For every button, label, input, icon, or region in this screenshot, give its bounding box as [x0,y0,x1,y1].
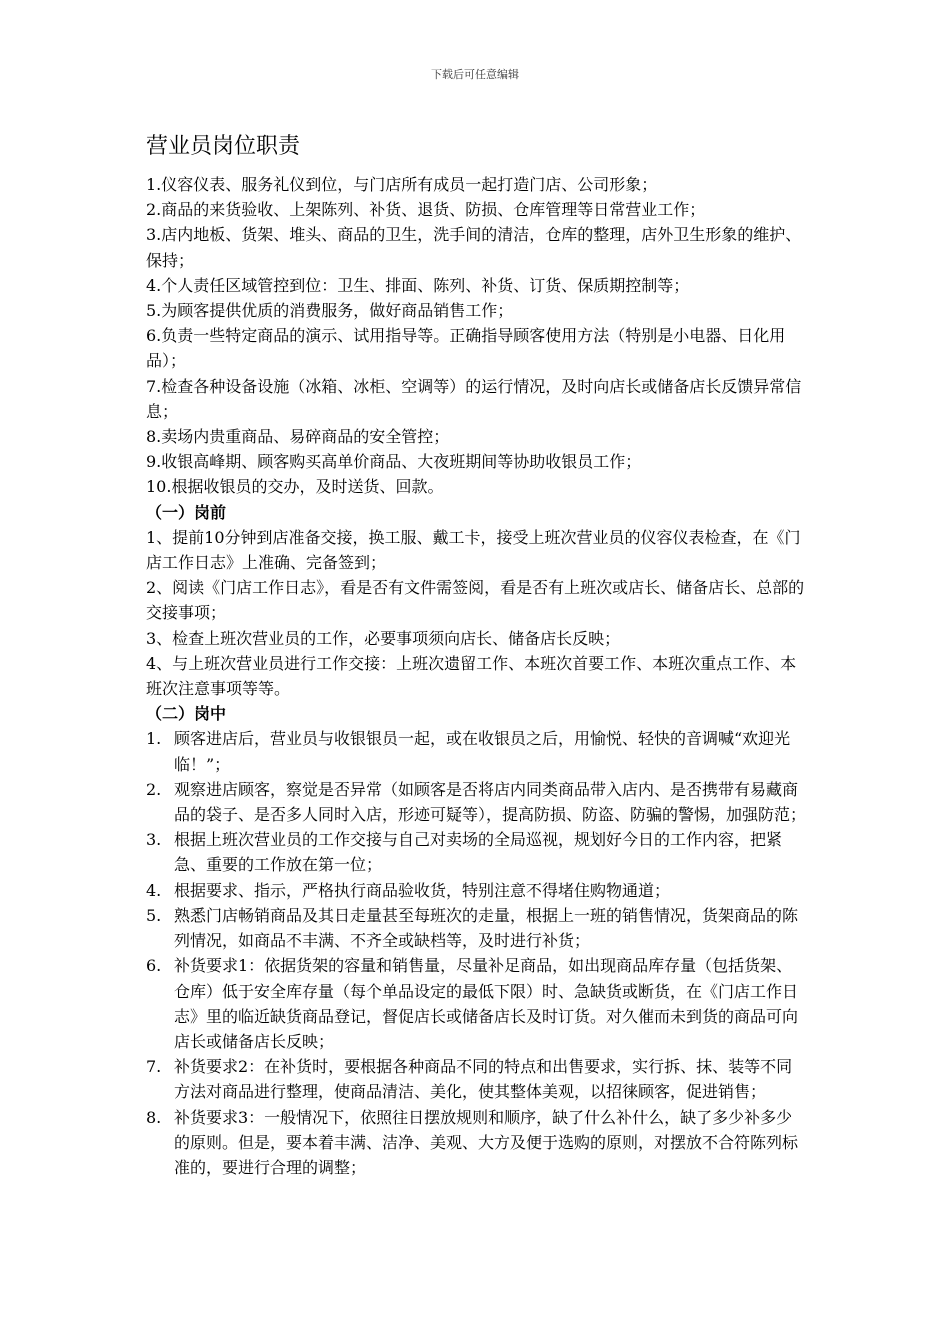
list-text: 根据上班次营业员的工作交接与自己对卖场的全局巡视，规划好今日的工作内容，把紧急、重要的工作放在第一位； [174,830,783,875]
list-number: 8. [146,1107,162,1127]
list-text: 顾客进店后，营业员与收银银员一起，或在收银员之后，用愉悦、轻快的音调喊“欢迎光临！”； [174,729,791,774]
list-number: 7. [146,1057,162,1077]
list-text: 补货要求2：在补货时，要根据各种商品不同的特点和出售要求，实行拆、抹、装等不同方法对商品进行整理，使商品清洁、美化，使其整体美观，以招徕顾客，促进销售； [174,1057,793,1102]
duty-item: 2.商品的来货验收、上架陈列、补货、退货、防损、仓库管理等日常营业工作； [146,200,706,220]
list-number: 4. [146,880,162,900]
list-number: 3. [146,830,162,850]
on-shift-item [146,953,806,1054]
duty-item: 10.根据收银员的交办，及时送货、回款。 [146,477,444,497]
pre-shift-list [146,525,806,701]
duty-item: 9.收银高峰期、顾客购买高单价商品、大夜班期间等协助收银员工作； [146,452,642,472]
duty-item: 3.店内地板、货架、堆头、商品的卫生，洗手间的清洁，仓库的整理，店外卫生形象的维护、保持； [146,225,802,270]
document-body [146,132,806,1180]
on-shift-item [146,1105,806,1181]
list-number: 1. [146,729,162,749]
on-shift-item [146,1054,806,1104]
pre-shift-item: 4、与上班次营业员进行工作交接：上班次遗留工作、本班次首要工作、本班次重点工作、本班次注意事项等等。 [146,653,797,699]
on-shift-list [146,726,806,1180]
on-shift-item [146,903,806,953]
list-number: 5. [146,905,162,925]
pre-shift-item: 3、检查上班次营业员的工作，必要事项须向店长、储备店长反映； [146,628,621,648]
on-shift-item [146,726,806,776]
download-note: 下载后可任意编辑 [431,68,519,81]
on-shift-item [146,777,806,827]
on-shift-item [146,878,806,903]
list-text: 熟悉门店畅销商品及其日走量甚至每班次的走量，根据上一班的销售情况，货架商品的陈列情况，如商品不丰满、不齐全或缺档等，及时进行补货； [174,905,799,951]
duty-item: 4.个人责任区域管控到位：卫生、排面、陈列、补货、订货、保质期控制等； [146,275,690,295]
pre-shift-item: 2、阅读《门店工作日志》，看是否有文件需签阅，看是否有上班次或店长、储备店长、总部的交接事项； [146,578,805,623]
duty-item: 6.负责一些特定商品的演示、试用指导等。正确指导顾客使用方法（特别是小电器、日化用品）； [146,326,786,371]
duty-item: 5.为顾客提供优质的消费服务，做好商品销售工作； [146,301,514,321]
list-number: 2. [146,779,162,799]
section-heading-pre-shift: （一）岗前 [146,502,227,522]
list-text: 补货要求3：一般情况下，依照往日摆放规则和顺序，缺了什么补什么，缺了多少补多少的原则。但是，要本着丰满、洁净、美观、大方及便于选购的原则，对摆放不合符陈列标准的，要进行合理的调整； [174,1107,799,1177]
list-text: 根据要求、指示，严格执行商品验收货，特别注意不得堵住购物通道； [174,880,671,900]
list-text: 观察进店顾客，察觉是否异常（如顾客是否将店内同类商品带入店内、是否携带有易藏商品的袋子、是否多人同时入店，形迹可疑等），提高防损、防盗、防骗的警惕，加强防范； [174,779,807,825]
section-heading-on-shift: （二）岗中 [146,704,227,724]
duties-list [146,172,806,500]
duty-item: 7.检查各种设备设施（冰箱、冰柜、空调等）的运行情况，及时向店长或储备店长反馈异常信息； [146,376,802,421]
list-number: 6. [146,956,162,976]
duty-item: 8.卖场内贵重商品、易碎商品的安全管控； [146,427,450,447]
list-text: 补货要求1：依据货架的容量和销售量，尽量补足商品，如出现商品库存量（包括货架、仓库）低于安全库存量（每个单品设定的最低下限）时、急缺货或断货，在《门店工作日志》里的临近缺货商品登记，督促店长或储备店长及时订货。对久催而未到货的商品可向店长或储备店长反映； [174,956,799,1051]
pre-shift-item: 1、提前10分钟到店准备交接，换工服、戴工卡，接受上班次营业员的仪容仪表检查，在《门店工作日志》上准确、完备签到； [146,527,801,573]
on-shift-item [146,827,806,877]
document-title: 营业员岗位职责 [146,134,301,159]
duty-item: 1.仪容仪表、服务礼仪到位，与门店所有成员一起打造门店、公司形象； [146,175,658,194]
